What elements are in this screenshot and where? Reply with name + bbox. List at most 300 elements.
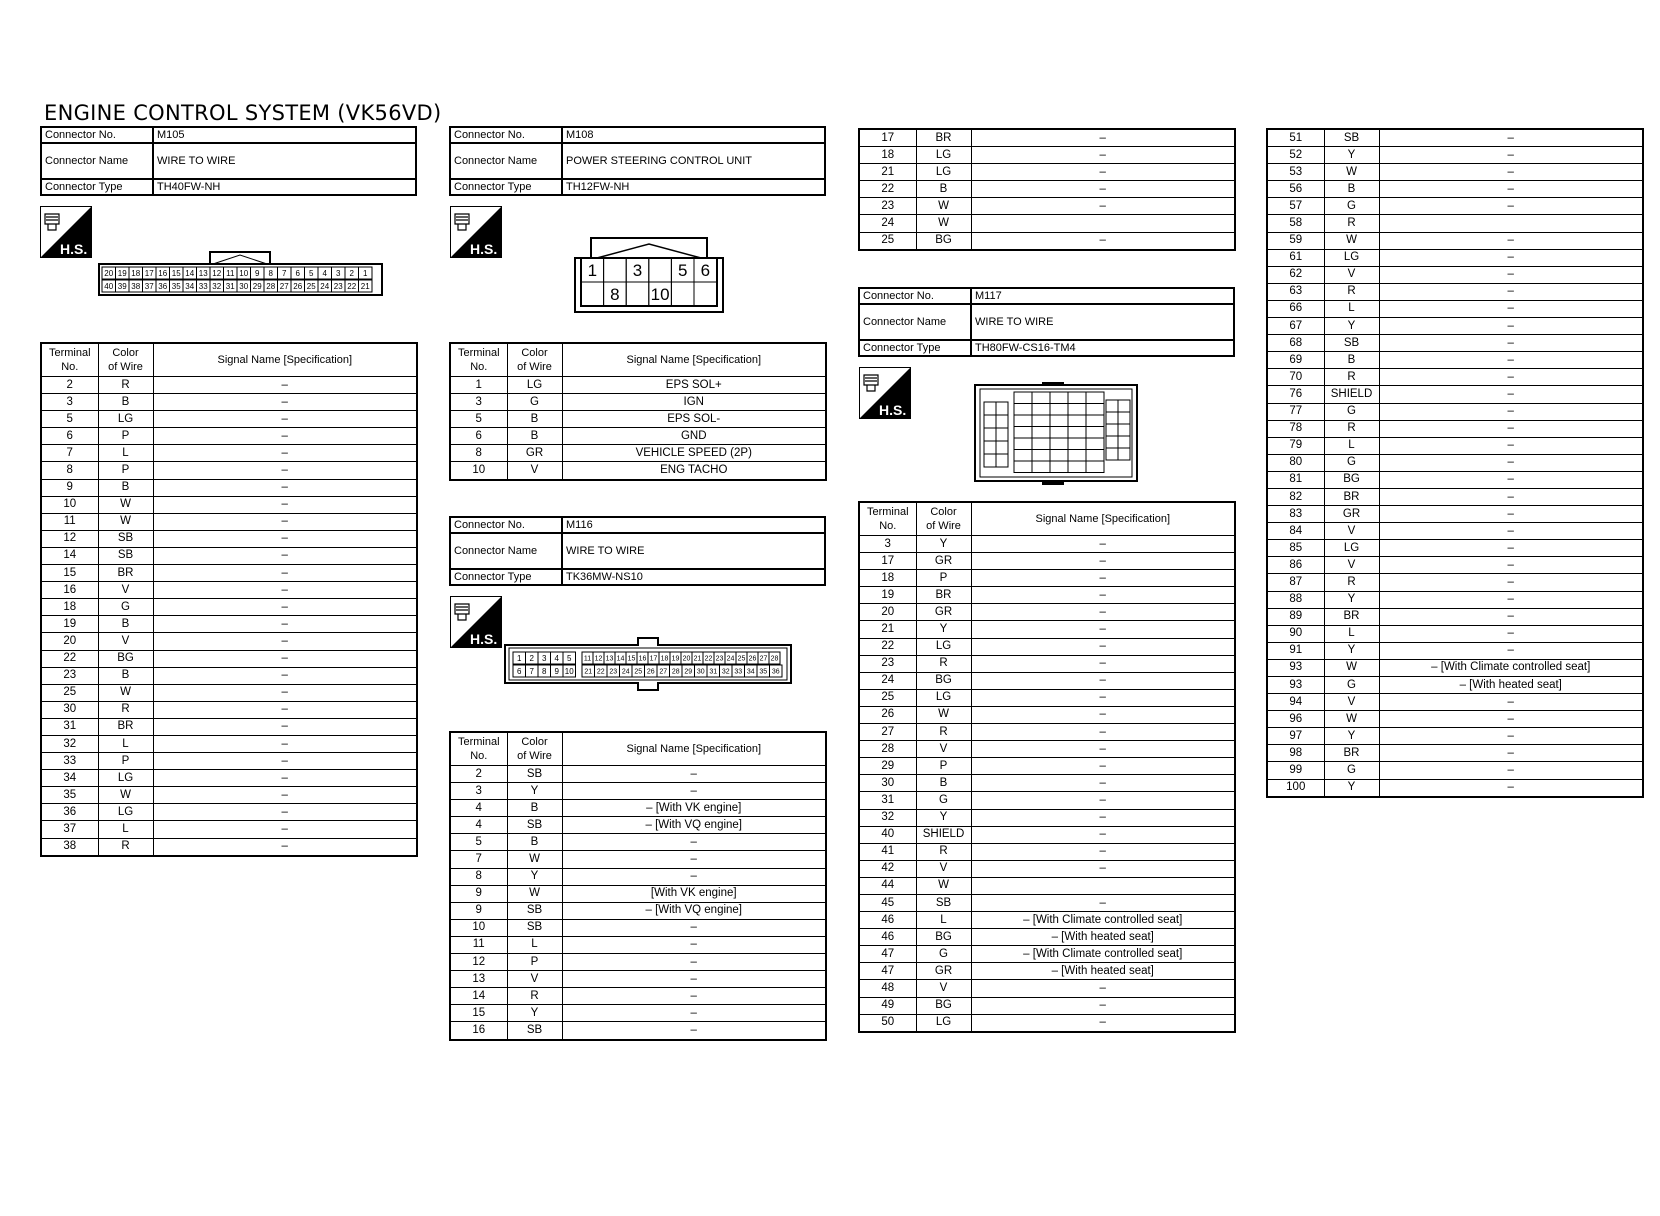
terminal-no-cell: 7 [450, 851, 507, 868]
table-row [859, 536, 1235, 553]
pin-cell [1106, 400, 1118, 412]
terminal-no-cell: 51 [1267, 129, 1324, 147]
signal-name-cell: – [971, 553, 1235, 570]
wire-color-cell: SB [507, 817, 562, 834]
signal-name-cell: – [1379, 608, 1643, 625]
terminal-no-cell: 59 [1267, 232, 1324, 249]
terminal-no-cell: 19 [859, 587, 916, 604]
pin-table-m117-right [1266, 128, 1644, 798]
pin-number: 19 [117, 268, 127, 278]
wire-color-cell: R [1324, 369, 1379, 386]
table-row [859, 826, 1235, 843]
signal-name-cell: – [971, 147, 1235, 164]
table-row [41, 530, 417, 547]
terminal-no-cell: 96 [1267, 711, 1324, 728]
table-row [450, 885, 826, 902]
connector-no-label: Connector No. [41, 127, 153, 143]
wire-color-cell: W [98, 684, 153, 701]
wire-color-cell: B [98, 667, 153, 684]
signal-name-cell: – [1379, 625, 1643, 642]
pin-number: 13 [605, 655, 614, 663]
pin-cell [1118, 412, 1130, 424]
wire-color-cell: BR [98, 718, 153, 735]
connector-no-label: Connector No. [450, 517, 562, 533]
terminal-no-cell: 34 [41, 770, 98, 787]
terminal-no-cell: 17 [859, 129, 916, 147]
signal-name-cell: – [1379, 591, 1643, 608]
pin-number: 4 [322, 268, 327, 278]
pin-cell [1014, 392, 1032, 404]
table-row [450, 936, 826, 953]
signal-name-cell: – [With heated seat] [1379, 677, 1643, 694]
signal-name-cell: – [153, 428, 417, 445]
pin-number: 35 [759, 668, 768, 676]
pin-cell [1086, 461, 1104, 473]
table-row [450, 766, 826, 783]
pin-cell [1032, 461, 1050, 473]
table-row [1267, 386, 1643, 403]
wire-color-cell: LG [507, 377, 562, 394]
table-row [1267, 694, 1643, 711]
wire-color-cell: B [1324, 352, 1379, 369]
table-row [859, 980, 1235, 997]
pin-number: 18 [660, 655, 669, 663]
wire-color-cell: P [98, 428, 153, 445]
signal-name-cell: – [1379, 523, 1643, 540]
terminal-no-cell: 57 [1267, 198, 1324, 215]
pin-number: 17 [144, 268, 154, 278]
terminal-no-cell: 32 [859, 809, 916, 826]
wire-color-cell: SB [507, 919, 562, 936]
terminal-no-cell: 1 [450, 377, 507, 394]
signal-name-cell: – [562, 851, 826, 868]
table-row [41, 753, 417, 770]
wire-color-cell: LG [916, 1014, 971, 1032]
terminal-no-cell: 15 [41, 565, 98, 582]
wire-color-cell: P [507, 954, 562, 971]
pin-cell [581, 282, 604, 306]
signal-name-cell: – [971, 860, 1235, 877]
table-row [450, 902, 826, 919]
wire-color-cell: SB [916, 894, 971, 911]
signal-name-cell: – [1379, 728, 1643, 745]
pin-number: 22 [596, 668, 605, 676]
pin-cell [694, 282, 717, 306]
terminal-no-cell: 12 [450, 954, 507, 971]
table-row [1267, 608, 1643, 625]
wire-color-cell: BG [916, 232, 971, 250]
pin-number: 16 [638, 655, 647, 663]
table-row [859, 587, 1235, 604]
connector-type-value: TK36MW-NS10 [562, 569, 825, 585]
terminal-header-line1: Terminal [866, 506, 909, 518]
wire-color-cell: BR [1324, 608, 1379, 625]
terminal-header-line1: Terminal [48, 347, 91, 359]
table-row [41, 565, 417, 582]
pin-cell [1032, 427, 1050, 439]
table-row [859, 147, 1235, 164]
terminal-no-cell: 19 [41, 616, 98, 633]
wire-color-cell: BG [1324, 471, 1379, 488]
signal-name-cell: – [1379, 642, 1643, 659]
table-row [450, 971, 826, 988]
hs-label: H.S. [60, 241, 88, 257]
pin-number: 4 [554, 653, 559, 663]
pin-number: 1 [517, 653, 522, 663]
table-row [1267, 762, 1643, 779]
table-row [859, 792, 1235, 809]
terminal-no-cell: 24 [859, 672, 916, 689]
wire-color-cell: W [1324, 164, 1379, 181]
wire-color-cell: W [916, 215, 971, 232]
wire-color-cell: BG [916, 997, 971, 1014]
signal-name-cell: – [1379, 557, 1643, 574]
pin-table-m116 [449, 731, 827, 1041]
color-header-line2: of Wire [517, 361, 552, 373]
signal-name-cell: – [1379, 540, 1643, 557]
pin-cell [1068, 438, 1086, 450]
table-row [41, 838, 417, 856]
pin-cell [996, 454, 1008, 467]
wire-color-cell: B [507, 428, 562, 445]
pin-number: 6 [517, 666, 522, 676]
wire-color-cell: R [916, 843, 971, 860]
signal-name-cell: – [153, 530, 417, 547]
table-row [41, 667, 417, 684]
terminal-no-cell: 31 [859, 792, 916, 809]
pin-cell [1068, 415, 1086, 427]
pin-number: 3 [336, 268, 341, 278]
table-row [450, 1022, 826, 1040]
signal-name-cell: – [153, 445, 417, 462]
table-row [859, 164, 1235, 181]
pin-cell [1068, 450, 1086, 462]
signal-name-cell: – [153, 377, 417, 394]
signal-name-cell: – [971, 775, 1235, 792]
table-row [859, 758, 1235, 775]
pin-number: 5 [309, 268, 314, 278]
wire-color-cell: R [1324, 574, 1379, 591]
signal-name-cell: – [1379, 147, 1643, 164]
pin-number: 31 [709, 668, 718, 676]
terminal-no-cell: 5 [450, 411, 507, 428]
pin-number: 37 [144, 281, 154, 291]
table-row [450, 377, 826, 394]
signal-name-cell: – [562, 1005, 826, 1022]
terminal-table-m117-right [1266, 128, 1644, 798]
signal-name-cell: – [1379, 129, 1643, 147]
signal-name-cell: – [1379, 300, 1643, 317]
terminal-no-cell: 70 [1267, 369, 1324, 386]
pin-number: 8 [610, 285, 620, 305]
table-row [1267, 181, 1643, 198]
terminal-no-cell: 9 [450, 885, 507, 902]
signal-name-cell: – [971, 1014, 1235, 1032]
wire-color-cell: SB [1324, 129, 1379, 147]
table-row [859, 843, 1235, 860]
table-row [41, 496, 417, 513]
table-row [41, 445, 417, 462]
signal-name-cell: – [153, 684, 417, 701]
terminal-no-cell: 11 [450, 936, 507, 953]
terminal-no-cell: 21 [859, 621, 916, 638]
pin-number: 36 [771, 668, 780, 676]
terminal-no-cell: 12 [41, 530, 98, 547]
table-row [1267, 677, 1643, 694]
table-row [1267, 198, 1643, 215]
signal-name-cell: – [1379, 420, 1643, 437]
wire-color-cell: V [507, 462, 562, 480]
signal-name-cell: – [1379, 335, 1643, 352]
signal-name-cell: – [With Climate controlled seat] [1379, 659, 1643, 676]
pin-number: 11 [226, 268, 235, 278]
pin-number: 24 [726, 655, 735, 663]
wire-color-cell: W [916, 877, 971, 894]
pin-cell [671, 282, 694, 306]
wire-color-cell: R [98, 838, 153, 856]
pin-number: 20 [682, 655, 691, 663]
terminal-no-cell: 62 [1267, 266, 1324, 283]
wire-color-cell: G [1324, 677, 1379, 694]
pin-number: 10 [650, 285, 670, 305]
terminal-no-cell: 36 [41, 804, 98, 821]
wire-color-cell: R [916, 655, 971, 672]
signal-name-cell: – [562, 954, 826, 971]
terminal-header-line2: No. [879, 520, 897, 532]
connector-type-value: TH40FW-NH [153, 179, 416, 195]
signal-name-cell: – [562, 971, 826, 988]
pin-number: 20 [104, 268, 114, 278]
signal-name-cell: – [1379, 369, 1643, 386]
pin-cell [1032, 450, 1050, 462]
wire-color-cell: R [98, 377, 153, 394]
pin-cell [1050, 415, 1068, 427]
pin-number: 30 [696, 668, 705, 676]
table-row [859, 1014, 1235, 1032]
terminal-table-m105 [40, 342, 418, 857]
terminal-no-cell: 82 [1267, 488, 1324, 505]
wire-color-cell: L [1324, 625, 1379, 642]
connector-info-m105 [40, 126, 417, 196]
signal-name-cell: – [153, 770, 417, 787]
terminal-no-cell: 84 [1267, 523, 1324, 540]
terminal-no-cell: 10 [450, 462, 507, 480]
pin-number: 38 [131, 281, 141, 291]
signal-name-cell: – [971, 672, 1235, 689]
wire-color-cell: SB [507, 902, 562, 919]
wire-color-cell: SB [98, 547, 153, 564]
table-row [41, 684, 417, 701]
terminal-no-cell: 76 [1267, 386, 1324, 403]
pin-number: 10 [239, 268, 249, 278]
wire-color-cell: Y [1324, 728, 1379, 745]
terminal-no-header [859, 502, 916, 536]
table-row [1267, 318, 1643, 335]
table-row [41, 377, 417, 394]
terminal-no-cell: 37 [41, 821, 98, 838]
signal-name-cell: – [971, 621, 1235, 638]
terminal-header-line2: No. [470, 361, 488, 373]
pin-number: 36 [158, 281, 168, 291]
signal-name-cell: – [971, 164, 1235, 181]
terminal-no-cell: 29 [859, 758, 916, 775]
pin-number: 28 [266, 281, 276, 291]
table-row [1267, 454, 1643, 471]
pin-number: 21 [584, 668, 593, 676]
hs-label: H.S. [470, 631, 498, 647]
wire-color-cell: BR [916, 587, 971, 604]
terminal-no-cell: 28 [859, 741, 916, 758]
signal-name-cell: – [1379, 488, 1643, 505]
terminal-no-cell: 48 [859, 980, 916, 997]
pin-cell [996, 428, 1008, 441]
wire-color-cell: LG [1324, 249, 1379, 266]
wire-color-cell: B [98, 616, 153, 633]
wire-color-cell: L [507, 936, 562, 953]
connector-no-value: M117 [971, 288, 1234, 304]
terminal-no-cell: 47 [859, 946, 916, 963]
wire-color-cell: SHIELD [1324, 386, 1379, 403]
terminal-table-m116 [449, 731, 827, 1041]
wire-color-cell: L [98, 445, 153, 462]
signal-name-cell: – [153, 496, 417, 513]
wire-color-cell: P [98, 462, 153, 479]
wire-color-cell: SB [507, 766, 562, 783]
terminal-no-cell: 17 [859, 553, 916, 570]
connector-m108 [449, 126, 826, 196]
signal-header: Signal Name [Specification] [971, 502, 1235, 536]
terminal-no-cell: 23 [859, 198, 916, 215]
table-row [41, 770, 417, 787]
terminal-no-cell: 5 [450, 834, 507, 851]
wire-color-cell: P [98, 753, 153, 770]
signal-name-cell: – [1379, 283, 1643, 300]
signal-name-cell: – [153, 599, 417, 616]
pin-cell [1118, 424, 1130, 436]
signal-name-cell [1379, 215, 1643, 232]
table-row [450, 868, 826, 885]
signal-name-cell: – [562, 868, 826, 885]
pin-number: 23 [333, 281, 343, 291]
pin-cell [1014, 415, 1032, 427]
table-row [1267, 369, 1643, 386]
terminal-no-cell: 40 [859, 826, 916, 843]
signal-name-cell: – [971, 809, 1235, 826]
signal-name-cell: – [1379, 471, 1643, 488]
terminal-no-cell: 83 [1267, 506, 1324, 523]
pin-cell [1106, 448, 1118, 460]
signal-name-cell: – [971, 129, 1235, 147]
signal-header: Signal Name [Specification] [562, 732, 826, 766]
terminal-no-cell: 6 [41, 428, 98, 445]
table-row [1267, 283, 1643, 300]
signal-name-cell: – [153, 667, 417, 684]
connector-no-value: M105 [153, 127, 416, 143]
table-row [1267, 591, 1643, 608]
table-row [41, 787, 417, 804]
color-header [507, 732, 562, 766]
signal-name-cell: – [153, 582, 417, 599]
signal-name-cell: – [With VK engine] [562, 800, 826, 817]
signal-header: Signal Name [Specification] [153, 343, 417, 377]
table-row [1267, 300, 1643, 317]
terminal-no-cell: 4 [450, 800, 507, 817]
signal-name-cell: – [1379, 574, 1643, 591]
signal-name-cell: GND [562, 428, 826, 445]
pin-cell [1118, 436, 1130, 448]
table-row [859, 215, 1235, 232]
terminal-no-header [450, 732, 507, 766]
connector-name-label: Connector Name [450, 533, 562, 569]
terminal-no-cell: 9 [450, 902, 507, 919]
terminal-no-cell: 98 [1267, 745, 1324, 762]
pin-cell [1050, 461, 1068, 473]
signal-name-cell: – [153, 753, 417, 770]
pin-cell [996, 402, 1008, 415]
terminal-no-cell: 10 [450, 919, 507, 936]
signal-name-cell: – [153, 804, 417, 821]
table-row [450, 428, 826, 445]
signal-name-cell: – [562, 1022, 826, 1040]
table-row [859, 689, 1235, 706]
pin-cell [1032, 415, 1050, 427]
signal-name-cell: – [971, 198, 1235, 215]
pin-cell [1106, 412, 1118, 424]
wire-color-cell: Y [916, 809, 971, 826]
wire-color-cell: R [507, 988, 562, 1005]
signal-name-cell: – [153, 547, 417, 564]
signal-name-cell: – [153, 633, 417, 650]
color-header-line2: of Wire [517, 750, 552, 762]
connector-type-label: Connector Type [450, 569, 562, 585]
table-row [41, 394, 417, 411]
wire-color-cell: G [1324, 198, 1379, 215]
connector-diagram-m116 [504, 634, 792, 692]
table-row [859, 946, 1235, 963]
terminal-header-line1: Terminal [457, 736, 500, 748]
table-row [1267, 335, 1643, 352]
terminal-no-cell: 13 [450, 971, 507, 988]
terminal-no-header [41, 343, 98, 377]
terminal-no-cell: 42 [859, 860, 916, 877]
wire-color-cell: V [1324, 523, 1379, 540]
signal-name-cell: – [1379, 762, 1643, 779]
wire-color-cell: G [98, 599, 153, 616]
pin-number: 5 [677, 261, 688, 281]
signal-name-cell: – [153, 735, 417, 752]
terminal-no-cell: 100 [1267, 779, 1324, 797]
terminal-no-cell: 86 [1267, 557, 1324, 574]
wire-color-cell: G [1324, 454, 1379, 471]
table-row [859, 553, 1235, 570]
color-header-line2: of Wire [108, 361, 143, 373]
pin-cell [1118, 400, 1130, 412]
wire-color-cell: BG [98, 650, 153, 667]
pin-number: 8 [268, 268, 273, 278]
table-row [1267, 471, 1643, 488]
table-row [41, 462, 417, 479]
table-row [450, 988, 826, 1005]
signal-name-cell: – [153, 616, 417, 633]
table-row [450, 394, 826, 411]
terminal-no-cell: 14 [41, 547, 98, 564]
table-row [859, 724, 1235, 741]
terminal-table-m117 [858, 501, 1236, 1033]
pin-number: 29 [684, 668, 693, 676]
wire-color-cell: B [507, 800, 562, 817]
wire-color-cell: G [1324, 403, 1379, 420]
signal-name-cell: – [153, 838, 417, 856]
